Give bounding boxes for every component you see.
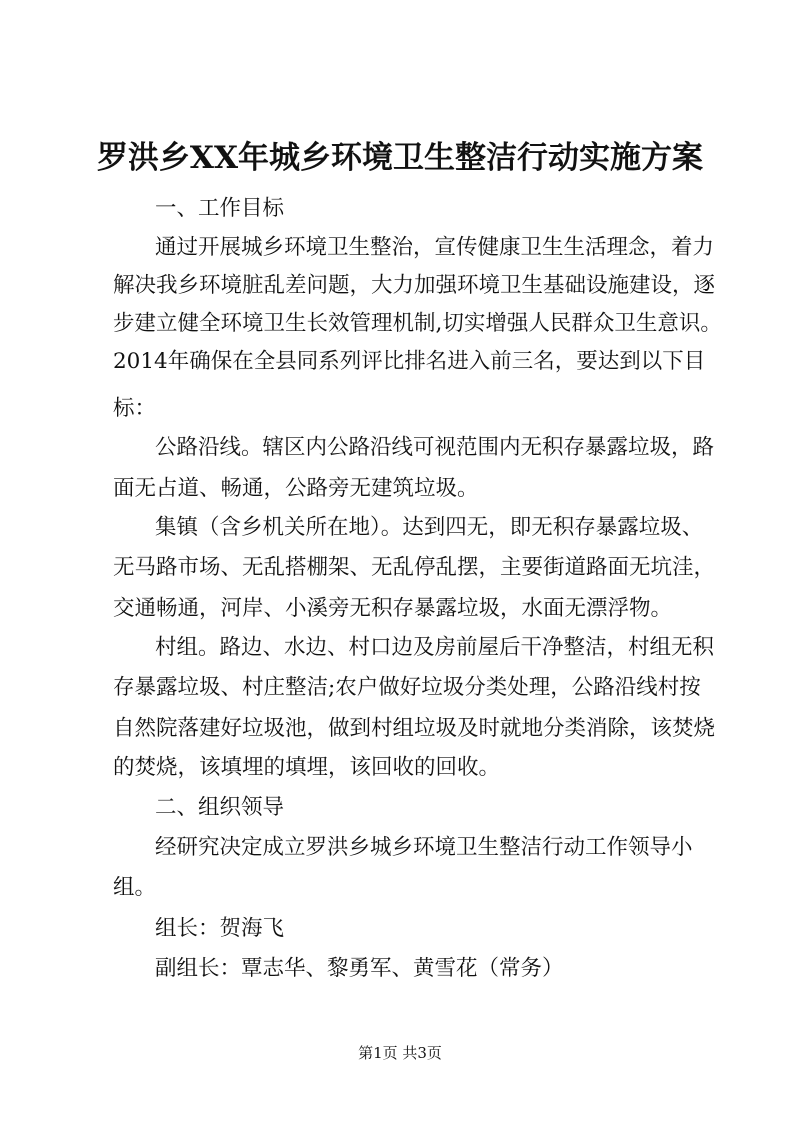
paragraph-line: 存暴露垃圾、村庄整洁;农户做好垃圾分类处理，公路沿线村按	[113, 675, 701, 700]
paragraph-line: 的焚烧，该填埋的填埋，该回收的回收。	[113, 755, 501, 780]
paragraph-line: 交通畅通，河岸、小溪旁无积存暴露垃圾，水面无漂浮物。	[113, 596, 673, 621]
paragraph-line: 副组长：覃志华、黎勇军、黄雪花（常务）	[155, 956, 564, 981]
paragraph-line: 村组。路边、水边、村口边及房前屋后干净整洁，村组无积	[155, 635, 715, 660]
paragraph-line: 自然院落建好垃圾池，做到村组垃圾及时就地分类消除，该焚烧	[113, 716, 716, 741]
paragraph-line: 2014年确保在全县同系列评比排名进入前三名，要达到以下目	[113, 349, 706, 374]
paragraph-line: 经研究决定成立罗洪乡城乡环境卫生整洁行动工作领导小	[155, 835, 693, 860]
paragraph-line: 集镇（含乡机关所在地）。达到四无，即无积存暴露垃圾、	[155, 515, 704, 540]
paragraph-line: 标：	[113, 396, 157, 421]
paragraph-line: 步建立健全环境卫生长效管理机制,切实增强人民群众卫生意识。	[113, 311, 722, 336]
paragraph-line: 组。	[113, 875, 157, 900]
paragraph-line: 解决我乡环境脏乱差问题，大力加强环境卫生基础设施建设，逐	[113, 273, 716, 298]
paragraph-line: 无马路市场、无乱搭棚架、无乱停乱摆，主要街道路面无坑洼，	[113, 555, 716, 580]
section-heading-organization: 二、组织领导	[155, 795, 285, 820]
section-heading-goals: 一、工作目标	[155, 196, 285, 221]
paragraph-line: 公路沿线。辖区内公路沿线可视范围内无积存暴露垃圾，路	[155, 435, 715, 460]
document-title: 罗洪乡XX年城乡环境卫生整洁行动实施方案	[96, 140, 704, 176]
paragraph-line: 组长：贺海飞	[155, 916, 285, 941]
paragraph-line: 面无占道、畅通，公路旁无建筑垃圾。	[113, 476, 479, 501]
page-number: 第1页 共3页	[358, 1044, 442, 1062]
paragraph-line: 通过开展城乡环境卫生整治，宣传健康卫生生活理念，着力	[155, 235, 715, 260]
